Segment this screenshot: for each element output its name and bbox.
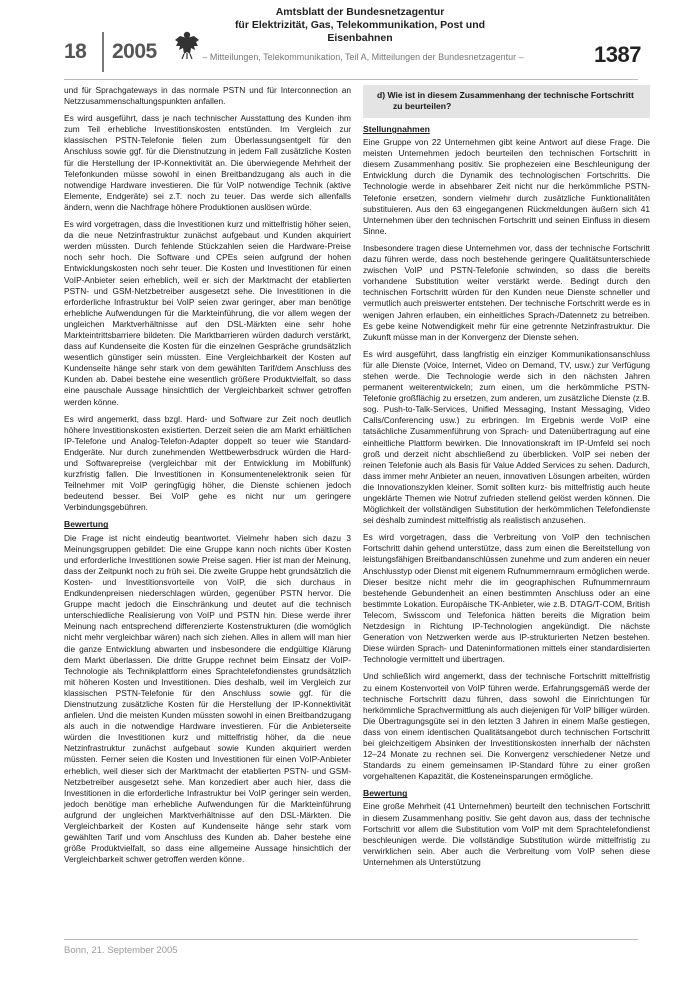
footer-rule	[64, 939, 638, 940]
paragraph: Es wird vorgetragen, dass die Verbreitung von VoIP den technischen Fortschritt dahin gehend unterstütze, dass zum einen die Bereitstellung von leistungsfähigen Breitbandanschlüssen zunehme und zum anderen ein neuer Anschlusstyp oder Dienst mit eigenem Rufnummernraum ermöglichen werde. Dieser besitze nicht mehr die im geographischen Rufnummernraum bestehende Gebundenheit an einen bestimmten Anschluss oder an eine bestimmte Lokation. Europäische TK-Anbieter, wie z.B. DTAG/T-COM, British Telecom, Swisscom und Telefonica hätten bereits die Migration beim Netzdesign in Richtung IP-Technologien angekündigt. Die nächste Generation von Netzwerken werde aus IP-strukturierten Netzen bestehen. Diese würden Sprach- und Dateninformationen mittels einer standardisierten Technologie vermittelt und übertragen.	[363, 532, 650, 665]
journal-subtitle: – Mitteilungen, Telekommunikation, Teil A, Mitteilungen der Bundesnetzagentur –	[202, 52, 524, 62]
paragraph: Die Frage ist nicht eindeutig beantwortet. Vielmehr haben sich dazu 3 Meinungsgruppen gebildet: Die eine Gruppe kann noch nichts über Kosten und erforderliche Investitionen sowie Preise sagen. Hier ist man der Meinung, dass der Zeitpunkt noch zu früh sei. Die zweite Gruppe hebt grundsätzlich die Kosten- und Investitionsvorteile von VoIP, die sich durchaus in Endkundenpreisen niederschlagen würden, gegenüber PSTN hervor. Die Gruppe macht jedoch die Einschränkung und deutet auf die technisch unterschiedliche Realisierung von VoIP und PSTN hin. Diese werde ihrer Meinung nach entsprechend differenzierte Kostenstrukturen (die womöglich nicht mehr vergleichbar wären) nach sich ziehen. Alles in allem will man hier die ganze Entwicklung abwarten und insbesondere die endgültige Klärung dem Markt überlassen. Die dritte Gruppe rechnet beim Einsatz der VoIP-Technologie als Technikplattform eines Sprachtelefondienstes grundsätzlich mit höheren Kosten und Investitionen. Dies deshalb, weil im Vergleich zur klassischen PSTN-Telefonie für den Anschluss sowie ggf. für die Dienstnutzung zusätzliche Kosten für die Herstellung der IP-Konnektivität anfielen. Und die meisten Kunden müssten sowohl in einen Breitbandzugang als auch in die notwendige Hardware investieren. Für die Anbieterseite würden die Investitionen kurz und mittelfristig höher, da die neue Netzinfrastruktur zunächst aufgebaut sowie Kunden akquiriert werden müssten. Ferner seien die Kosten und Investitionen für einen VoIP-Anbieter erheblich, weil dieser sich der Marktmacht der etablierten PSTN- und GSM-Netzbetreiber ausgesetzt sehe. Man konzediert aber auch hier, dass die Investitionen in die erforderliche Infrastruktur bei VoIP geringer sein werden, jedoch benötige man erhebliche Aufwendungen für die Markteinführung aufgrund der ungleichen Marktverhältnisse auf den DSL-Märkten. Die Vergleichbarkeit der Kosten auf Kundenseite hänge sehr stark vom gewählten Tarif und vom Anschluss des Kunden ab. Daher bestehe eine größe Produktvielfalt, so dass eine allgemeine Aussage hinsichtlich der Vergleichbarkeit schwer getroffen werden könne.	[64, 532, 351, 865]
paragraph: Und schließlich wird angemerkt, dass der technische Fortschritt mittelfristig zu einem Kostenvorteil von VoIP führen werde. Erfahrungsgemäß werde der technische Fortschritt dazu führen, dass sowohl die Einrichtungen für herkömmliche Sprachvermittlung als auch diejenigen für VoIP billiger würden. Die Übertragungsgüte sei in den letzten 3 Jahren in einem Maße gestiegen, dass von einem identischen Qualitätsangebot durch technischen Fortschritt bei gleichzeitigem Absinken der Investitionskosten innerhalb der nächsten 12–24 Monate zu rechnen sei. Die Konvergenz verschiedener Netze und Standards zu einem gemeinsamen IP-Standard führe zu einer großen vorgehaltenen Kapazität, die Kosteneinsparungen ermögliche.	[363, 671, 650, 782]
right-column	[363, 85, 650, 874]
journal-title-line2: für Elektrizität, Gas, Telekommunikation, Post und Eisenbahnen	[234, 19, 486, 44]
footer-date: Bonn, 21. September 2005	[64, 945, 178, 956]
paragraph: Es wird ausgeführt, dass langfristig ein einziger Kommunikationsanschluss für alle Dienste (Voice, Internet, Video on Demand, TV, usw.) zur Verfügung stehen werde. Die Technologie werde sich in den nächsten Jahren permanent weiterentwickeln; zum einen, um die herkömmliche PSTN-Telefonie großflächig zu ersetzen, zum anderen, um zusätzliche Dienste (z.B. sog. Push-to-Talk-Services, Unified Messaging, Instant Messaging, Video Calls/Conferencing usw.) zu erbringen. Im Ergebnis werde VoIP eine tatsächliche Zusammenführung von Sprach- und Datenübertragung auf eine einheitliche Plattform bewirken. Die Innovationskraft im IP-Umfeld sei noch groß und derzeit nicht abschließend zu überblicken. VoIP sei neben der reinen Telefonie auch als Basis für Value Added Services zu sehen. Dadurch, dass immer mehr Anbieter an neuen, innovativen Lösungen arbeiten, würden die Innovationszyklen kleiner. Somit sollten kurz- bis mittelfristig auch heute ungeklärte Themen wie Notruf zufrieden stellend gelöst werden können. Die Möglichkeit der vollständigen Substitution der herkömmlichen Telefondienste sei deshalb zumindest mittelfristig als realistisch anzusehen.	[363, 348, 650, 526]
issue-year: 2005	[112, 40, 157, 63]
paragraph: Es wird ausgeführt, dass je nach technischer Ausstattung des Kunden ihm zum Teil erhebliche Investitionskosten entstünden. Im Vergleich zur klassischen PSTN-Telefonie fielen zum Überlassungsentgelt für den Anschluss sowie ggf. für die Dienstnutzung in jedem Fall zusätzliche Kosten für die Herstellung der IP-Konnektivität an. Die überwiegende Mehrheit der Telefonkunden müsse sowohl in einen Breitbandzugang als auch in die notwendige Hardware investieren. Die für VoIP notwendige Technik (aktive Elemente, Endgeräte) sei z.T. noch zu teuer. Das werde sich allenfalls ändern, wenn die Nachfrage höhere Produktionen auslösen würde.	[64, 113, 351, 212]
header-rule	[64, 79, 638, 80]
page-header	[0, 0, 700, 80]
paragraph: Es wird angemerkt, dass bzgl. Hard- und Software zur Zeit noch deutlich höhere Investitionskosten existierten. Derzeit seien die am Markt erhältlichen IP-Telefone und Analog-Telefon-Adapter doppelt so teuer wie Standard-Endgeräte. Nur durch zunehmenden Wettbewerbsdruck würden die Hard- und Softwarepreise (vergleichbar mit der Entwicklung im Mobilfunk) kurzfristig fallen. Die Investitionen in Konsumentenelektronik seien für Teilnehmer mit VoIP geringfügig höher, die Dienste schienen jedoch bedeutend besser. Bei VoIP gehe es nicht nur um geringere Verbindungsgebühren.	[64, 413, 351, 513]
page-number: 1387	[594, 42, 641, 67]
question-box: d) Wie ist in diesem Zusammenhang der technische Fortschritt zu beurteilen?	[363, 85, 650, 118]
header-divider	[102, 32, 104, 72]
paragraph: Eine Gruppe von 22 Unternehmen gibt keine Antwort auf diese Frage. Die meisten Unternehmen jedoch beurteilen den technischen Fortschritt in diesem Zusammenhang positiv. Sie prophezeien eine Beschleunigung der Entwicklung durch die Dynamik des technologischen Fortschritts. Die Technologie werde in absehbarer Zeit nicht nur die herkömmliche PSTN-Telefonie ersetzen, sondern vielmehr durch zusätzliche Funktionalitäten substituieren. Aus den 63 eingegangenen Rückmeldungen äußern sich 41 Unternehmen über den technischen Fortschritt und seinen Einfluss in diesem Sinne.	[363, 137, 650, 236]
paragraph: Eine große Mehrheit (41 Unternehmen) beurteilt den technischen Fortschritt in diesem Zusammenhang positiv. Sie geht davon aus, dass der technische Fortschritt vor allem die Substitution vom VoIP mit dem Sprachtelefondienst beschleunigen werde. Die vollständige Substitution würde mittelfristig zu verwirklichen sein. Aber auch die Verbreitung vom VoIP sehen diese Unternehmen als Unterstützung	[363, 801, 650, 867]
section-heading-bewertung: Bewertung	[363, 788, 408, 799]
paragraph: und für Sprachgateways in das normale PSTN und für Interconnection an Netzzusammenschaltungspunkten anfallen.	[64, 85, 351, 107]
paragraph: Es wird vorgetragen, dass die Investitionen kurz und mittelfristig höher seien, da die neue Netzinfrastruktur zunächst aufgebaut und Kunden akquiriert werden müssten. Durch fehlende Stückzahlen seien die Hardware-Preise noch sehr hoch. Die Software und CPEs seien aufgrund der hohen Entwicklungskosten noch sehr teuer. Die Kosten und Investitionen für einen VoIP-Anbieter seien erheblich, weil er sich der Marktmacht der etablierten PSTN- und GSM-Netzbetreiber ausgesetzt sehe. Die Investitionen in die erforderliche Infrastruktur bei VoIP seien zwar geringer, aber man benötige erhebliche Aufwendungen für die Markteinführung, die vor allem wegen der ungleichen Marktverhältnisse auf den DSL-Märkten eine sehr hohe Markteintrittsbarriere bildeten. Die Marktbarrieren würden dadurch verstärkt, dass auf Kundenseite die Kosten für die einzelnen Gespräche grundsätzlich wesentlich günstiger sein müssten. Eine Vergleichbarkeit der Kosten auf Kundenseite hänge sehr stark von dem gewählten Tarif/dem Anschluss des Kunden ab. Dabei bestehe eine wesentlich größere Produktvielfalt, so dass eine pauschale Aussage hinsichtlich der Vergleichbarkeit schwer getroffen werden könne.	[64, 219, 351, 407]
journal-title-line1: Amtsblatt der Bundesnetzagentur	[275, 6, 445, 18]
federal-eagle-icon	[174, 30, 200, 60]
journal-title	[210, 6, 510, 45]
paragraph: Insbesondere tragen diese Unternehmen vor, dass der technische Fortschritt dazu führen werde, dass noch bestehende geringere Qualitätsunterschiede zwischen VoIP und PSTN-Telefonie schwinden, so dass die bereits vorhandene Substitution weiter verstärkt werde. Bedingt durch den technischen Fortschritt würden für den Kunden neue Dienste schneller und vermutlich auch preiswerter entstehen. Der technische Fortschritt werde es in wenigen Jahren erlauben, ein einheitliches Sprach-/Datennetz zu betreiben. Es gebe keine Notwendigkeit mehr für eine getrennte Netzinfrastruktur. Die Zukunft müsse man in der Konvergenz der Dienste sehen.	[363, 242, 650, 342]
section-heading-bewertung: Bewertung	[64, 519, 109, 530]
issue-number: 18	[64, 40, 87, 63]
left-column	[64, 85, 351, 871]
section-heading-stellungnahmen: Stellungnahmen	[363, 124, 430, 134]
